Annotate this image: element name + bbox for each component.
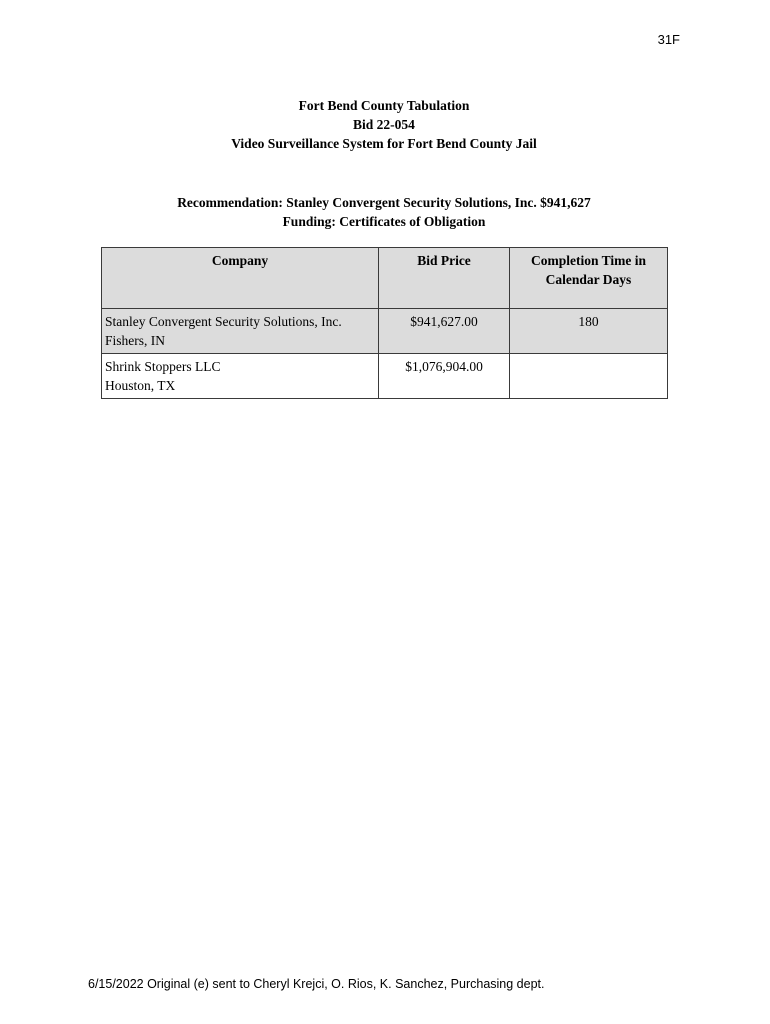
bid-tabulation-table: [101, 247, 668, 399]
title-line-county: Fort Bend County Tabulation: [298, 98, 470, 113]
table-row: [102, 309, 668, 354]
recommendation-block: [100, 193, 668, 231]
company-name: Shrink Stoppers LLC: [105, 359, 221, 374]
bid-price-cell: $941,627.00: [379, 309, 510, 354]
table-header-row: [102, 248, 668, 309]
header-completion-line1: Completion Time in: [530, 253, 646, 268]
document-title: [100, 96, 668, 153]
distribution-footer: 6/15/2022 Original (e) sent to Cheryl Krejci, O. Rios, K. Sanchez, Purchasing dept.: [88, 977, 545, 991]
header-bid-price: Bid Price: [379, 248, 510, 309]
title-line-project: Video Surveillance System for Fort Bend County Jail: [231, 136, 537, 151]
company-cell: [102, 309, 379, 354]
completion-cell: 180: [510, 309, 668, 354]
header-completion-time: [510, 248, 668, 309]
page-number: 31F: [657, 32, 680, 47]
header-company: Company: [102, 248, 379, 309]
bid-price-cell: $1,076,904.00: [379, 354, 510, 399]
company-name: Stanley Convergent Security Solutions, Inc.: [105, 314, 342, 329]
company-location: Fishers, IN: [105, 333, 165, 348]
title-line-bid-number: Bid 22-054: [353, 117, 415, 132]
funding-text: Funding: Certificates of Obligation: [282, 214, 486, 229]
company-location: Houston, TX: [105, 378, 176, 393]
header-completion-line2: Calendar Days: [545, 272, 632, 287]
company-cell: [102, 354, 379, 399]
table-row: [102, 354, 668, 399]
completion-cell: [510, 354, 668, 399]
recommendation-text: Recommendation: Stanley Convergent Security Solutions, Inc. $941,627: [177, 195, 591, 210]
